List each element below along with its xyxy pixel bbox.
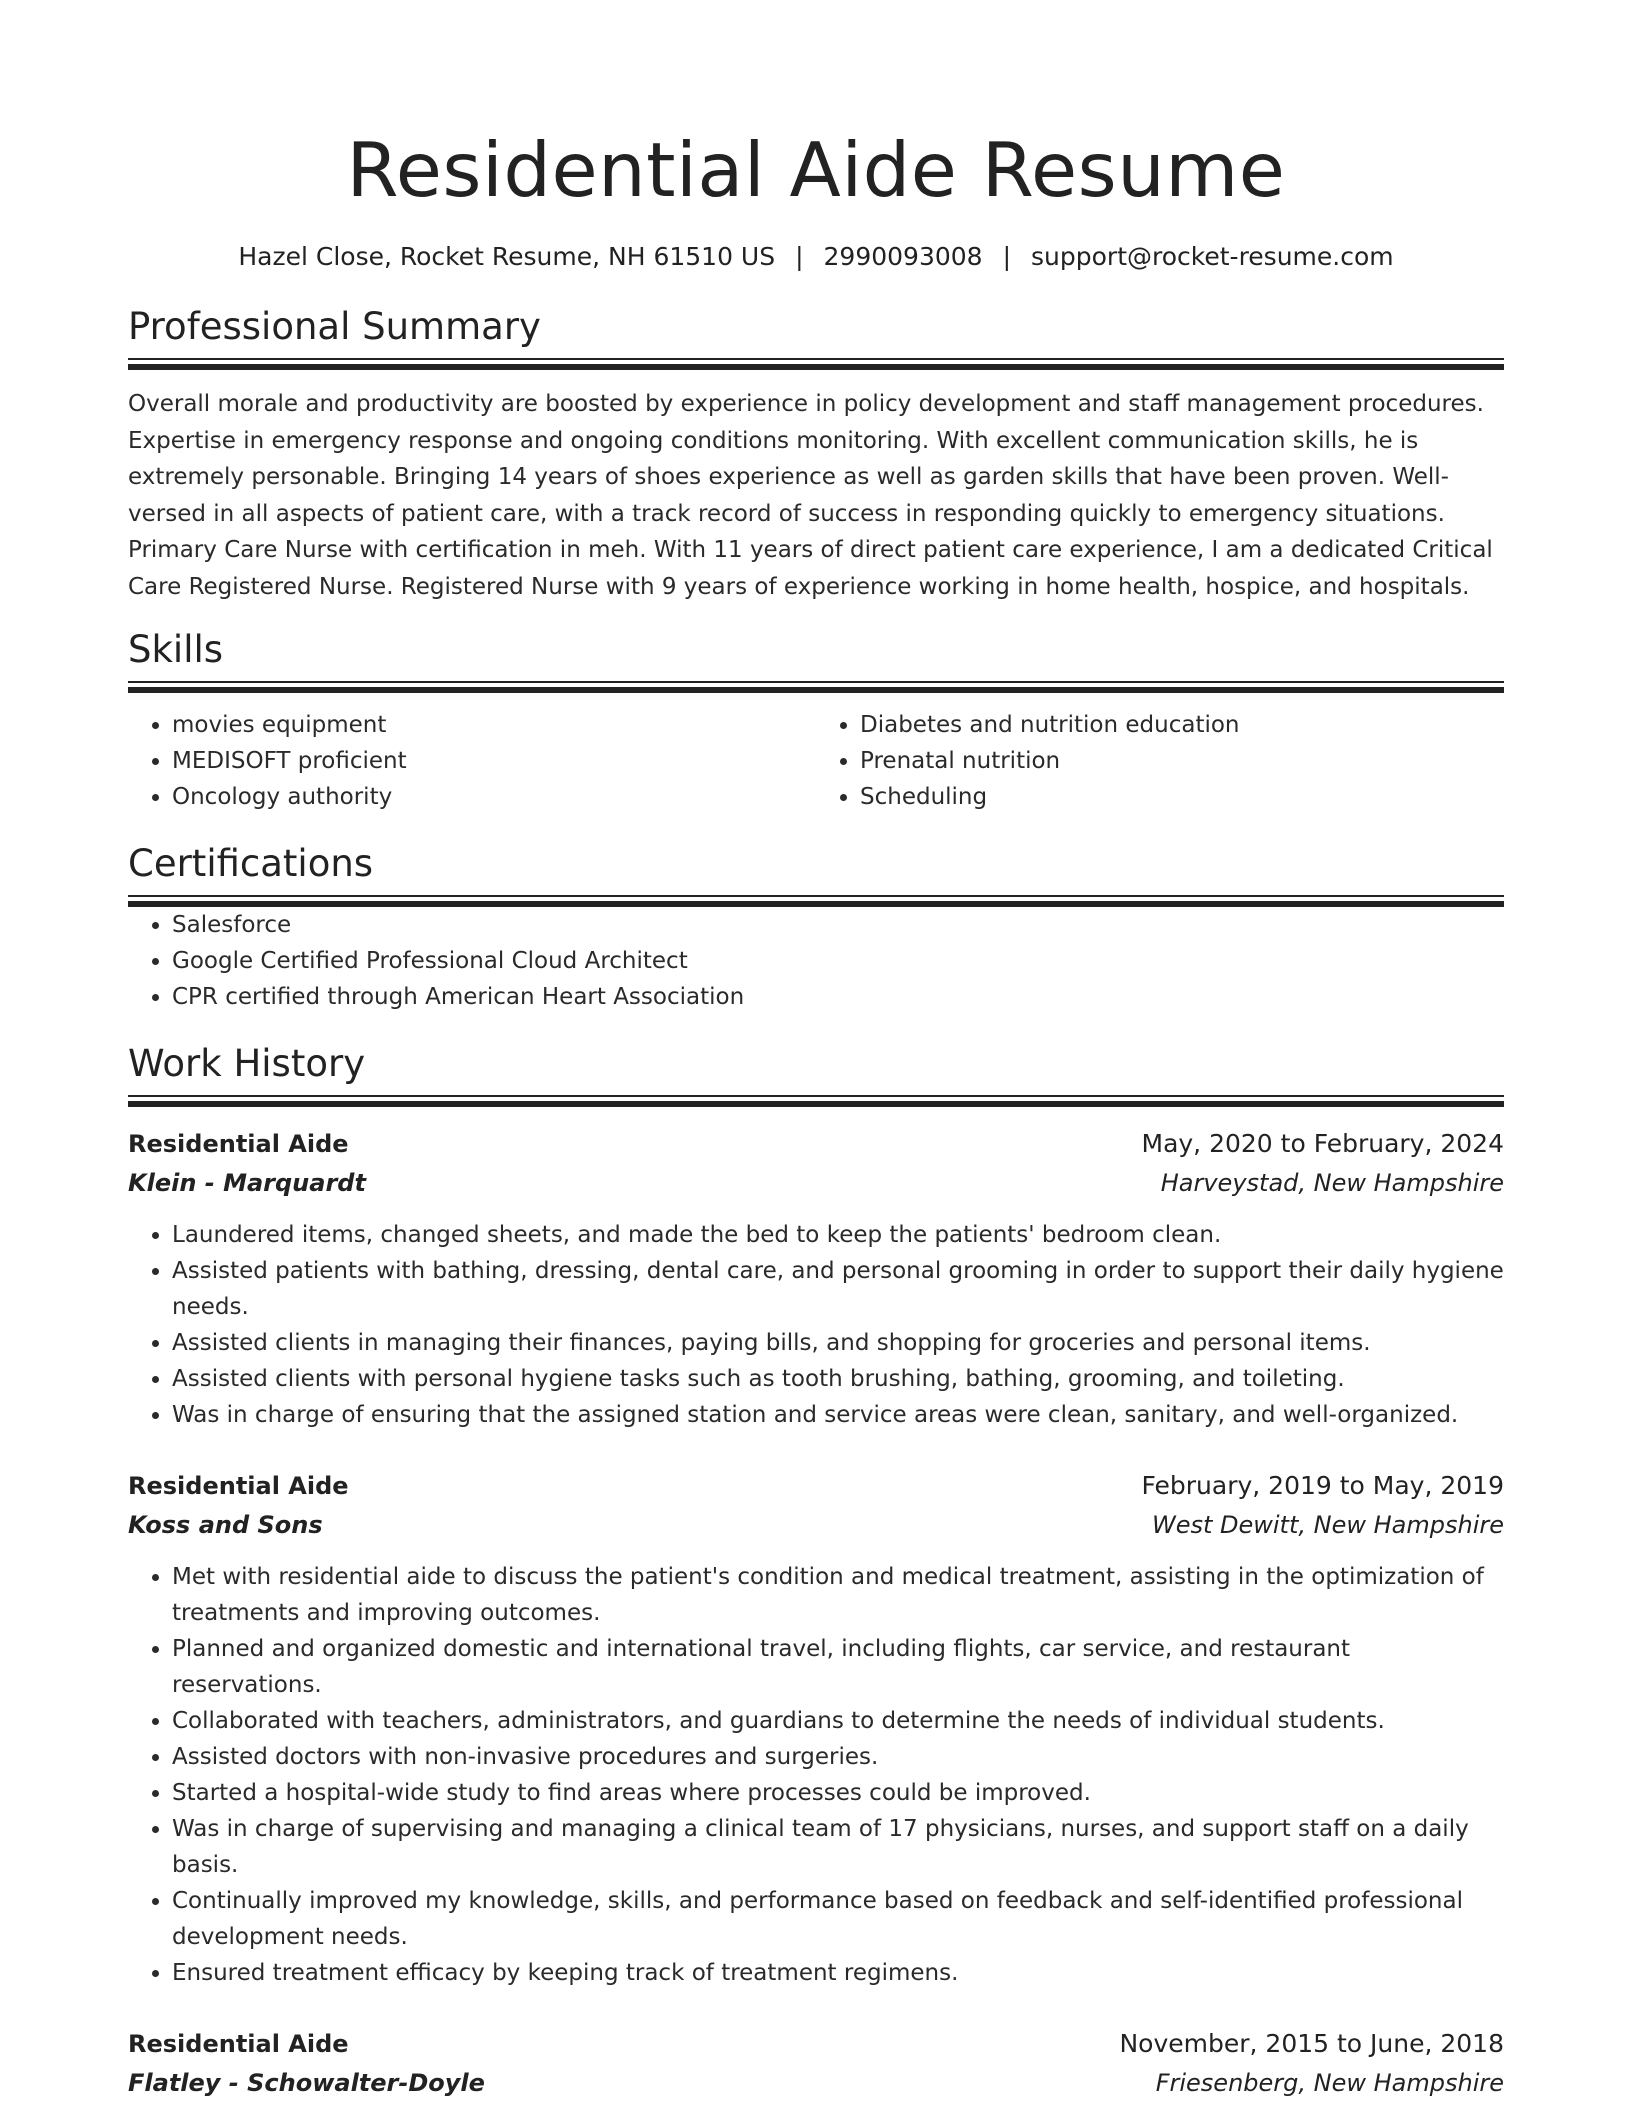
job-dates: November, 2015 to June, 2018 xyxy=(1119,2029,1504,2058)
contact-line xyxy=(128,240,1504,274)
resume-title: Residential Aide Resume xyxy=(346,126,1286,214)
summary-text: Overall morale and productivity are boosted by experience in policy development and staff management procedures. Expertise in emergency response and ongoing conditions monitoring. With excellent communication skills, he is extremely personable. Bringing 14 years of shoes experience as well as garden skills that have been proven. Well-versed in all aspects of patient care, with a track record of success in responding quickly to emergency situations. Primary Care Nurse with certification in meh. With 11 years of direct patient care experience, I am a dedicated Critical Care Registered Nurse. Registered Nurse with 9 years of experience working in home health, hospice, and hospitals. xyxy=(128,391,1493,600)
skills-grid xyxy=(128,707,1504,815)
contact-address: Hazel Close, Rocket Resume, NH 61510 US xyxy=(238,242,776,271)
job-duty: • Continually improved my knowledge, skills, and performance based on feedback and self-identified professional development needs. xyxy=(172,1883,1504,1955)
certifications-heading: Certifications xyxy=(128,842,374,885)
job-company: Flatley - Schowalter-Doyle xyxy=(128,2069,485,2097)
job-entry xyxy=(128,1125,1504,1433)
summary-heading: Professional Summary xyxy=(128,305,541,348)
job-header-row xyxy=(128,1125,1504,1163)
resume-page xyxy=(128,0,1504,2103)
job-location: West Dewitt, New Hampshire xyxy=(1151,1511,1504,1539)
job-duty: • Started a hospital-wide study to find areas where processes could be improved. xyxy=(172,1775,1504,1811)
job-title: Residential Aide xyxy=(128,1472,349,1500)
certification-item: • Salesforce xyxy=(172,907,1504,943)
section-divider xyxy=(128,895,1504,907)
job-duty: • Assisted clients in managing their finances, paying bills, and shopping for groceries and personal items. xyxy=(172,1325,1504,1361)
job-employer-row xyxy=(128,1505,1504,1545)
job-duties-list xyxy=(128,1559,1504,1991)
job-duty: • Was in charge of supervising and managing a clinical team of 17 physicians, nurses, and support staff on a daily basis. xyxy=(172,1811,1504,1883)
skills-list-left xyxy=(128,707,816,815)
job-location: Harveystad, New Hampshire xyxy=(1160,1169,1504,1197)
contact-phone: 2990093008 xyxy=(823,242,983,271)
job-company: Klein - Marquardt xyxy=(128,1169,366,1197)
job-employer-row xyxy=(128,2063,1504,2103)
section-divider xyxy=(128,358,1504,370)
summary-section xyxy=(128,304,1504,605)
job-duty: • Assisted doctors with non-invasive procedures and surgeries. xyxy=(172,1739,1504,1775)
skill-item: • Oncology authority xyxy=(172,779,816,815)
job-entry xyxy=(128,1467,1504,1991)
skill-item: • Prenatal nutrition xyxy=(860,743,1504,779)
contact-separator: | xyxy=(795,242,804,271)
job-duties-list xyxy=(128,1217,1504,1433)
job-company: Koss and Sons xyxy=(128,1511,323,1539)
certifications-list xyxy=(128,907,1504,1015)
job-duty: • Planned and organized domestic and international travel, including flights, car service, and restaurant reservations. xyxy=(172,1631,1504,1703)
job-duty: • Ensured treatment efficacy by keeping track of treatment regimens. xyxy=(172,1955,1504,1991)
work-history-heading: Work History xyxy=(128,1042,366,1085)
job-dates: February, 2019 to May, 2019 xyxy=(1141,1471,1504,1500)
skill-item: • MEDISOFT proficient xyxy=(172,743,816,779)
job-duty: • Was in charge of ensuring that the assigned station and service areas were clean, sanitary, and well-organized. xyxy=(172,1397,1504,1433)
certification-item: • CPR certified through American Heart Association xyxy=(172,979,1504,1015)
section-divider xyxy=(128,681,1504,693)
skill-item: • Diabetes and nutrition education xyxy=(860,707,1504,743)
job-duty: • Collaborated with teachers, administrators, and guardians to determine the needs of individual students. xyxy=(172,1703,1504,1739)
skills-list-right xyxy=(816,707,1504,815)
job-title: Residential Aide xyxy=(128,1130,349,1158)
skill-item: • movies equipment xyxy=(172,707,816,743)
contact-separator: | xyxy=(1002,242,1012,271)
contact-email: support@rocket-resume.com xyxy=(1031,242,1394,271)
work-history-section xyxy=(128,1041,1504,2103)
skill-item: • Scheduling xyxy=(860,779,1504,815)
job-employer-row xyxy=(128,1163,1504,1203)
job-dates: May, 2020 to February, 2024 xyxy=(1141,1129,1504,1158)
skills-heading: Skills xyxy=(128,628,224,671)
skills-section xyxy=(128,627,1504,815)
job-entry xyxy=(128,2025,1504,2103)
job-duty: • Assisted clients with personal hygiene tasks such as tooth brushing, bathing, grooming, and toileting. xyxy=(172,1361,1504,1397)
job-title: Residential Aide xyxy=(128,2030,349,2058)
job-duty: • Assisted patients with bathing, dressing, dental care, and personal grooming in order to support their daily hygiene needs. xyxy=(172,1253,1504,1325)
job-location: Friesenberg, New Hampshire xyxy=(1155,2069,1504,2097)
job-duty: • Laundered items, changed sheets, and made the bed to keep the patients' bedroom clean. xyxy=(172,1217,1504,1253)
certifications-section xyxy=(128,841,1504,1015)
job-header-row xyxy=(128,1467,1504,1505)
job-header-row xyxy=(128,2025,1504,2063)
section-divider xyxy=(128,1095,1504,1107)
job-duty: • Met with residential aide to discuss the patient's condition and medical treatment, assisting in the optimization of treatments and improving outcomes. xyxy=(172,1559,1504,1631)
certification-item: • Google Certified Professional Cloud Architect xyxy=(172,943,1504,979)
